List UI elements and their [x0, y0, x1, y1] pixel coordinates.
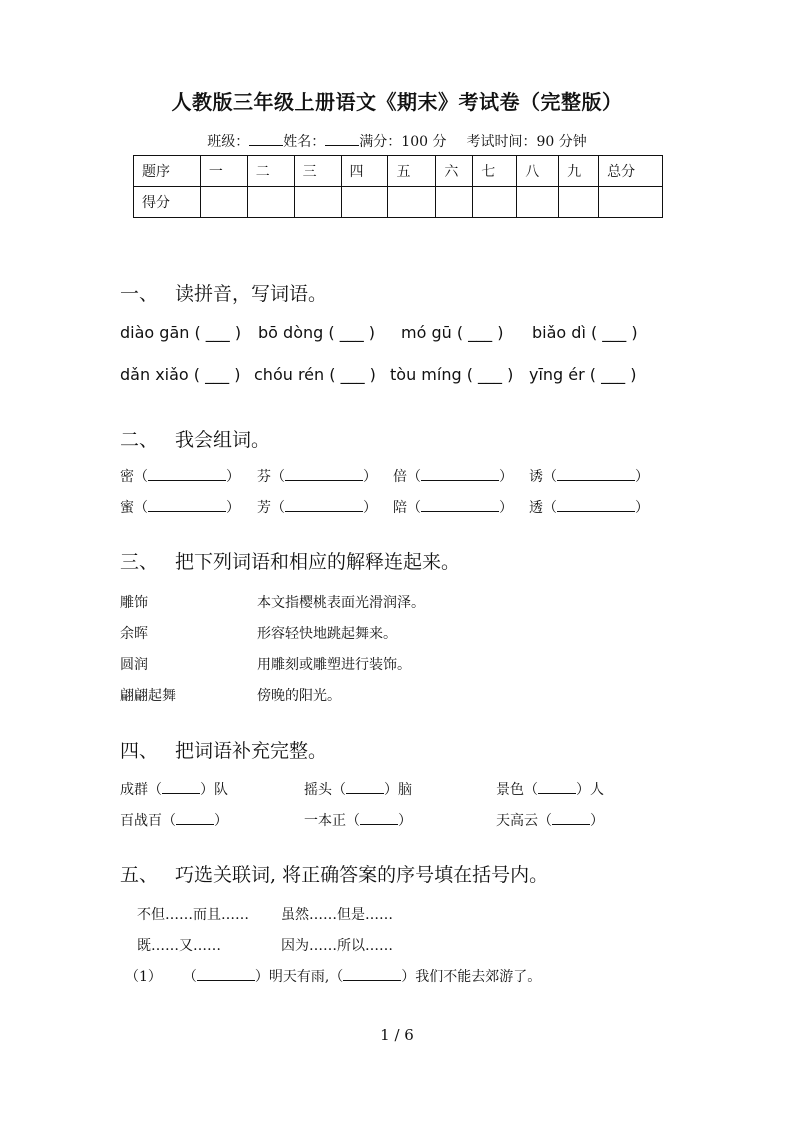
score-cell[interactable] — [247, 187, 294, 218]
conjunction-option: 不但……而且…… — [137, 907, 249, 923]
idiom-item[interactable]: 百战百（ ） — [120, 813, 228, 829]
pinyin-item[interactable]: tòu míng ( ___ ) — [390, 365, 514, 384]
section-number: 四、 — [120, 740, 159, 762]
page-title: 人教版三年级上册语文《期末》考试卷（完整版） — [171, 90, 623, 114]
idiom-item[interactable]: 摇头（ ）脑 — [304, 782, 412, 798]
score-cell[interactable] — [559, 187, 599, 218]
score-header-cell: 八 — [517, 156, 559, 187]
exam-info — [0, 131, 794, 151]
conjunction-option: 虽然……但是…… — [281, 907, 393, 923]
section-number: 一、 — [120, 283, 159, 305]
word-group-item[interactable]: 芳（ ） — [257, 500, 377, 516]
match-word[interactable]: 圆润 — [120, 657, 148, 673]
class-label: 班级： — [207, 134, 250, 150]
section-number: 二、 — [120, 429, 159, 451]
word-group-item[interactable]: 诱（ ） — [529, 469, 649, 485]
word-group-item[interactable]: 芬（ ） — [257, 469, 377, 485]
match-word[interactable]: 雕饰 — [120, 595, 148, 611]
conjunction-option: 因为……所以…… — [281, 938, 393, 954]
score-cell[interactable] — [388, 187, 436, 218]
score-header-cell: 九 — [559, 156, 599, 187]
full-marks: 满分：100 分 — [359, 134, 447, 150]
score-header-cell: 总分 — [599, 156, 663, 187]
pinyin-item[interactable]: chóu rén ( ___ ) — [254, 365, 376, 384]
score-cell[interactable] — [599, 187, 663, 218]
word-group-item[interactable]: 密（ ） — [120, 469, 240, 485]
score-value-row — [134, 187, 663, 218]
score-header-cell: 三 — [294, 156, 341, 187]
score-cell[interactable] — [200, 187, 247, 218]
name-blank[interactable] — [325, 133, 359, 146]
score-cell[interactable] — [517, 187, 559, 218]
page-number: 1 / 6 — [380, 1026, 414, 1044]
section-2-heading — [120, 425, 270, 452]
word-group-item[interactable]: 蜜（ ） — [120, 500, 240, 516]
word-group-item[interactable]: 陪（ ） — [393, 500, 513, 516]
score-header-cell: 七 — [473, 156, 517, 187]
section-3-heading — [120, 547, 460, 574]
question-1 — [125, 966, 541, 986]
score-header-cell: 四 — [341, 156, 388, 187]
score-cell[interactable] — [473, 187, 517, 218]
idiom-item[interactable]: 景色（ ）人 — [496, 782, 604, 798]
score-header-cell: 二 — [247, 156, 294, 187]
idiom-item[interactable]: 天高云（ ） — [496, 813, 604, 829]
question-text[interactable]: （ ）明天有雨,（ ）我们不能去郊游了。 — [182, 969, 542, 985]
match-meaning[interactable]: 傍晚的阳光。 — [257, 688, 341, 704]
section-5-heading — [120, 860, 548, 887]
class-blank[interactable] — [249, 133, 283, 146]
name-label: 姓名： — [283, 134, 326, 150]
idiom-item[interactable]: 成群（ ）队 — [120, 782, 228, 798]
section-title: 把词语补充完整。 — [175, 740, 328, 762]
score-row-label: 得分 — [134, 187, 201, 218]
score-cell[interactable] — [294, 187, 341, 218]
section-number: 五、 — [120, 864, 159, 886]
word-group-item[interactable]: 倍（ ） — [393, 469, 513, 485]
pinyin-item[interactable]: bō dòng ( ___ ) — [258, 323, 376, 342]
match-meaning[interactable]: 用雕刻或雕塑进行装饰。 — [257, 657, 411, 673]
section-number: 三、 — [120, 551, 159, 573]
conjunction-option: 既……又…… — [137, 938, 221, 954]
section-4-heading — [120, 736, 327, 763]
match-word[interactable]: 余晖 — [120, 626, 148, 642]
match-meaning[interactable]: 形容轻快地跳起舞来。 — [257, 626, 397, 642]
score-cell[interactable] — [436, 187, 473, 218]
pinyin-item[interactable]: dǎn xiǎo ( ___ ) — [120, 365, 241, 384]
section-title: 把下列词语和相应的解释连起来。 — [175, 551, 461, 573]
pinyin-item[interactable]: biǎo dì ( ___ ) — [532, 323, 638, 342]
match-meaning[interactable]: 本文指樱桃表面光滑润泽。 — [257, 595, 425, 611]
pinyin-item[interactable]: yīng ér ( ___ ) — [529, 365, 637, 384]
pinyin-item[interactable]: diào gān ( ___ ) — [120, 323, 242, 342]
idiom-item[interactable]: 一本正（ ） — [304, 813, 412, 829]
section-1-heading — [120, 279, 327, 306]
pinyin-item[interactable]: mó gū ( ___ ) — [401, 323, 504, 342]
score-header-cell: 题序 — [134, 156, 201, 187]
score-cell[interactable] — [341, 187, 388, 218]
section-title: 读拼音，写词语。 — [175, 283, 328, 305]
word-group-item[interactable]: 透（ ） — [529, 500, 649, 516]
match-word[interactable]: 翩翩起舞 — [120, 688, 176, 704]
exam-time: 考试时间：90 分钟 — [466, 134, 587, 150]
section-title: 我会组词。 — [175, 429, 271, 451]
score-table — [133, 155, 663, 218]
score-header-cell: 六 — [436, 156, 473, 187]
score-header-row — [134, 156, 663, 187]
section-title: 巧选关联词, 将正确答案的序号填在括号内。 — [175, 864, 549, 886]
question-number: （1） — [125, 969, 162, 985]
score-header-cell: 一 — [200, 156, 247, 187]
score-header-cell: 五 — [388, 156, 436, 187]
